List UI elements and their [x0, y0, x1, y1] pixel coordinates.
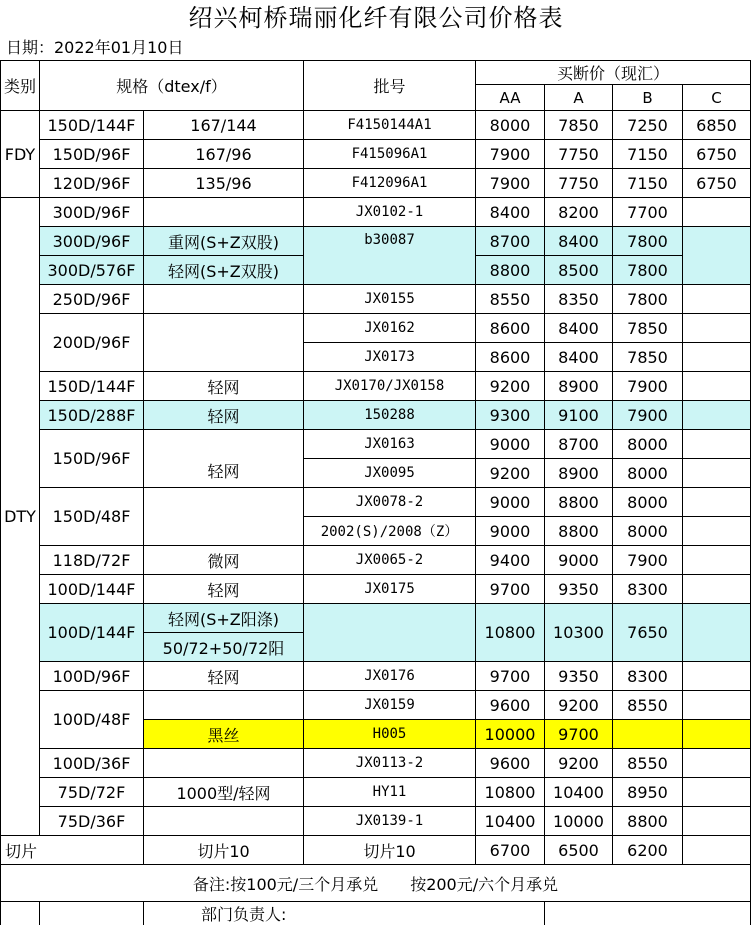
table-row	[1, 488, 751, 517]
dtex-cell: 1000型/轻网	[144, 778, 304, 807]
dtex-cell: 轻网	[144, 575, 304, 604]
price-c	[683, 401, 751, 430]
price-a: 8400	[545, 343, 613, 372]
price-table	[0, 60, 751, 925]
spec-cell: 100D/36F	[40, 749, 144, 778]
footer-manager: 部门负责人:	[144, 902, 545, 925]
price-a: 9350	[545, 575, 613, 604]
price-aa: 9700	[476, 575, 545, 604]
price-a: 8900	[545, 459, 613, 488]
table-row	[1, 604, 751, 633]
table-row	[1, 227, 751, 256]
table-row	[1, 662, 751, 691]
header-batch: 批号	[304, 61, 476, 111]
price-c	[683, 575, 751, 604]
dtex-cell: 重网(S+Z双股)	[144, 227, 304, 256]
footer-note: 备注:按100元/三个月承兑 按200元/六个月承兑	[1, 865, 751, 902]
dtex-cell	[144, 198, 304, 227]
price-b: 7900	[613, 546, 683, 575]
price-aa: 8800	[476, 256, 545, 285]
batch-cell: F4150144A1	[304, 111, 476, 140]
price-a: 10300	[545, 604, 613, 662]
price-b: 7700	[613, 198, 683, 227]
batch-cell: JX0162	[304, 314, 476, 343]
price-b: 7150	[613, 169, 683, 198]
price-c	[683, 836, 751, 865]
price-a: 9700	[545, 720, 613, 749]
table-row	[1, 314, 751, 343]
price-b: 8000	[613, 459, 683, 488]
table-row	[1, 691, 751, 720]
spec-cell: 150D/96F	[40, 140, 144, 169]
batch-cell	[304, 604, 476, 662]
header-grade-aa: AA	[476, 85, 545, 111]
spec-cell: 200D/96F	[40, 314, 144, 372]
sheet-date: 日期：2022年01月10日	[6, 38, 184, 57]
dtex-cell: 轻网	[144, 401, 304, 430]
price-c	[683, 517, 751, 546]
price-b: 7900	[613, 401, 683, 430]
price-c	[683, 430, 751, 459]
price-b: 7650	[613, 604, 683, 662]
price-a: 10000	[545, 807, 613, 836]
header-spec: 规格（dtex/f）	[40, 61, 304, 111]
batch-cell: JX0095	[304, 459, 476, 488]
batch-cell: b30087	[304, 227, 476, 285]
batch-cell: JX0155	[304, 285, 476, 314]
price-b: 7850	[613, 343, 683, 372]
batch-cell: F415096A1	[304, 140, 476, 169]
price-aa: 7900	[476, 169, 545, 198]
sheet-title: 绍兴柯桥瑞丽化纤有限公司价格表	[188, 4, 564, 32]
price-c: 6750	[683, 169, 751, 198]
price-b: 8550	[613, 749, 683, 778]
price-a: 8400	[545, 314, 613, 343]
batch-cell: JX0139-1	[304, 807, 476, 836]
spec-cell: 150D/48F	[40, 488, 144, 546]
dtex-cell: 轻网	[144, 662, 304, 691]
table-row	[1, 749, 751, 778]
spec-cell: 150D/96F	[40, 430, 144, 488]
spec-cell: 118D/72F	[40, 546, 144, 575]
price-c	[683, 807, 751, 836]
price-b: 7800	[613, 227, 683, 256]
price-b: 8550	[613, 691, 683, 720]
table-row	[1, 807, 751, 836]
header-grade-a: A	[545, 85, 613, 111]
dtex-cell: 167/96	[144, 140, 304, 169]
table-row	[1, 430, 751, 459]
dtex-cell: 微网	[144, 546, 304, 575]
price-a: 8700	[545, 430, 613, 459]
price-aa: 9000	[476, 488, 545, 517]
spec-cell: 75D/72F	[40, 778, 144, 807]
price-b: 7800	[613, 256, 683, 285]
price-aa: 7900	[476, 140, 545, 169]
price-a: 8500	[545, 256, 613, 285]
table-row	[1, 546, 751, 575]
price-a: 9200	[545, 691, 613, 720]
spec-cell: 250D/96F	[40, 285, 144, 314]
footer-blank-cell	[1, 902, 40, 925]
spec-cell: 100D/144F	[40, 604, 144, 662]
spec-cell: 150D/288F	[40, 401, 144, 430]
price-b	[613, 720, 683, 749]
price-c	[683, 227, 751, 285]
dtex-cell: 轻网	[144, 372, 304, 401]
dtex-cell	[144, 314, 304, 372]
price-b: 8300	[613, 662, 683, 691]
price-b: 7150	[613, 140, 683, 169]
price-aa: 9300	[476, 401, 545, 430]
price-b: 7250	[613, 111, 683, 140]
price-a: 8900	[545, 372, 613, 401]
dtex-cell: 135/96	[144, 169, 304, 198]
table-row	[1, 575, 751, 604]
price-c	[683, 459, 751, 488]
price-a: 9350	[545, 662, 613, 691]
price-aa: 8700	[476, 227, 545, 256]
price-a: 8800	[545, 517, 613, 546]
price-b: 8950	[613, 778, 683, 807]
group-slice: 切片	[1, 836, 144, 865]
price-b: 8000	[613, 488, 683, 517]
price-aa: 9600	[476, 691, 545, 720]
dtex-cell	[144, 285, 304, 314]
price-aa: 10000	[476, 720, 545, 749]
price-c	[683, 372, 751, 401]
spec-cell: 100D/96F	[40, 662, 144, 691]
spec-cell: 300D/96F	[40, 198, 144, 227]
price-aa: 9000	[476, 430, 545, 459]
batch-cell: JX0113-2	[304, 749, 476, 778]
price-b: 8800	[613, 807, 683, 836]
price-b: 6200	[613, 836, 683, 865]
price-a: 6500	[545, 836, 613, 865]
price-c	[683, 343, 751, 372]
dtex-cell: 167/144	[144, 111, 304, 140]
price-aa: 9200	[476, 459, 545, 488]
header-grade-b: B	[613, 85, 683, 111]
header-price-group: 买断价（现汇）	[476, 61, 751, 85]
price-c	[683, 604, 751, 662]
price-a: 8200	[545, 198, 613, 227]
price-aa: 9000	[476, 517, 545, 546]
batch-cell: JX0176	[304, 662, 476, 691]
footer-blank-cell	[40, 902, 144, 925]
price-c	[683, 662, 751, 691]
dtex-cell-secondary: 50/72+50/72阳	[144, 633, 304, 662]
spec-cell: 150D/144F	[40, 372, 144, 401]
dtex-cell: 轻网(S+Z阳涤)	[144, 604, 304, 633]
price-a: 7750	[545, 169, 613, 198]
price-a: 9100	[545, 401, 613, 430]
spec-cell: 120D/96F	[40, 169, 144, 198]
price-a: 8400	[545, 227, 613, 256]
price-c	[683, 314, 751, 343]
header-grade-c: C	[683, 85, 751, 111]
batch-cell: JX0173	[304, 343, 476, 372]
price-b: 7900	[613, 372, 683, 401]
price-c: 6750	[683, 140, 751, 169]
dtex-cell	[144, 807, 304, 836]
price-aa: 8000	[476, 111, 545, 140]
price-b: 8000	[613, 430, 683, 459]
spec-cell: 75D/36F	[40, 807, 144, 836]
price-c	[683, 546, 751, 575]
group-fdy: FDY	[1, 111, 40, 198]
price-aa: 6700	[476, 836, 545, 865]
batch-cell: 切片10	[304, 836, 476, 865]
price-a: 8350	[545, 285, 613, 314]
price-c	[683, 488, 751, 517]
price-a: 8800	[545, 488, 613, 517]
price-c	[683, 720, 751, 749]
dtex-cell: 切片10	[144, 836, 304, 865]
spec-cell: 300D/576F	[40, 256, 144, 285]
footer-blank-cell	[545, 902, 751, 925]
header-category: 类别	[1, 61, 40, 111]
group-dty: DTY	[1, 198, 40, 836]
spec-cell: 100D/144F	[40, 575, 144, 604]
batch-cell: JX0170/JX0158	[304, 372, 476, 401]
price-c	[683, 285, 751, 314]
price-a: 7750	[545, 140, 613, 169]
table-row	[1, 198, 751, 227]
price-aa: 8600	[476, 314, 545, 343]
table-row	[1, 285, 751, 314]
batch-cell: 150288	[304, 401, 476, 430]
batch-cell: JX0065-2	[304, 546, 476, 575]
batch-cell: JX0163	[304, 430, 476, 459]
price-aa: 9200	[476, 372, 545, 401]
price-c	[683, 691, 751, 720]
table-row	[1, 372, 751, 401]
price-aa: 8600	[476, 343, 545, 372]
batch-cell: 2002(S)/2008（Z）	[304, 517, 476, 546]
batch-cell: F412096A1	[304, 169, 476, 198]
price-aa: 10800	[476, 778, 545, 807]
table-row	[1, 111, 751, 140]
spec-cell: 300D/96F	[40, 227, 144, 256]
price-b: 7850	[613, 314, 683, 343]
price-c	[683, 749, 751, 778]
spec-cell: 150D/144F	[40, 111, 144, 140]
table-row	[1, 169, 751, 198]
price-aa: 9700	[476, 662, 545, 691]
table-row	[1, 778, 751, 807]
price-b: 8000	[613, 517, 683, 546]
dtex-cell: 黑丝	[144, 720, 304, 749]
batch-cell: H005	[304, 720, 476, 749]
price-a: 9000	[545, 546, 613, 575]
price-c	[683, 778, 751, 807]
dtex-cell	[144, 488, 304, 546]
price-a: 9200	[545, 749, 613, 778]
spec-cell: 100D/48F	[40, 691, 144, 749]
price-aa: 9600	[476, 749, 545, 778]
table-row	[1, 401, 751, 430]
batch-cell: JX0159	[304, 691, 476, 720]
price-aa: 10800	[476, 604, 545, 662]
price-aa: 9400	[476, 546, 545, 575]
batch-cell: JX0102-1	[304, 198, 476, 227]
table-row	[1, 836, 751, 865]
dtex-cell: 轻网	[144, 430, 304, 488]
dtex-cell: 轻网(S+Z双股)	[144, 256, 304, 285]
price-aa: 10400	[476, 807, 545, 836]
price-c: 6850	[683, 111, 751, 140]
price-aa: 8400	[476, 198, 545, 227]
dtex-cell	[144, 691, 304, 720]
price-a: 7850	[545, 111, 613, 140]
batch-cell: JX0175	[304, 575, 476, 604]
price-aa: 8550	[476, 285, 545, 314]
price-b: 8300	[613, 575, 683, 604]
batch-cell: HY11	[304, 778, 476, 807]
dtex-cell	[144, 749, 304, 778]
batch-cell: JX0078-2	[304, 488, 476, 517]
price-b: 7800	[613, 285, 683, 314]
price-a: 10400	[545, 778, 613, 807]
price-c	[683, 198, 751, 227]
table-row	[1, 140, 751, 169]
